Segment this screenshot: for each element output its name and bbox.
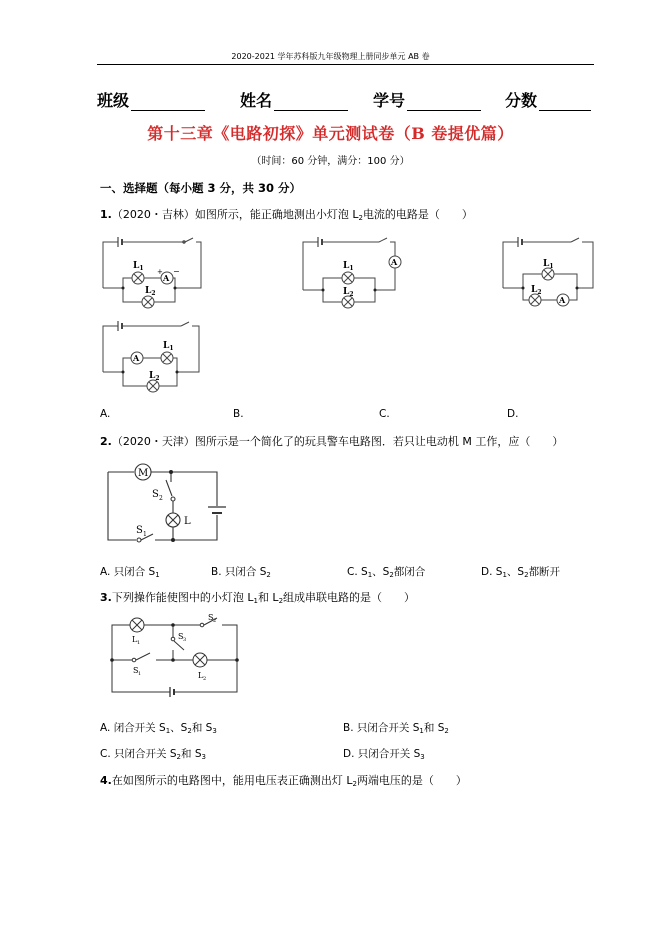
subscript: 2 <box>524 571 529 579</box>
option-text: 、S <box>506 566 525 578</box>
question-3-number: 3. <box>100 591 112 604</box>
q1-circuit-a <box>97 232 207 310</box>
subscript: 1 <box>143 531 147 538</box>
switch-3-label: S <box>178 632 184 641</box>
ammeter-label: A <box>133 353 140 363</box>
subscript: 2 <box>444 727 449 735</box>
option-text: 只闭合开关 S <box>356 722 420 734</box>
option-text: 只闭合开关 S <box>357 748 421 760</box>
info-number-label: 学号 <box>373 91 406 110</box>
info-class <box>97 88 205 111</box>
question-1-source: （2020・吉林） <box>111 208 195 221</box>
info-name-label: 姓名 <box>240 91 273 110</box>
page-header: 2020-2021 学年苏科版九年级物理上册同步单元 AB 卷 <box>231 52 430 61</box>
q1-circuit-c <box>497 232 607 310</box>
q1-option-b[interactable]: B. <box>233 408 244 420</box>
question-4-text: 两端电压的是（ ） <box>356 774 467 787</box>
question-2 <box>100 433 563 449</box>
question-1-text-end: 电流的电路是（ ） <box>362 208 473 221</box>
minus-label: − <box>173 267 180 276</box>
subscript: 1 <box>549 263 554 270</box>
ammeter-label: A <box>559 295 566 305</box>
question-4-number: 4. <box>100 774 112 787</box>
question-3-text: 组成串联电路的是（ ） <box>283 591 416 604</box>
subscript: 1 <box>165 727 171 735</box>
option-text: 和 S <box>181 748 202 760</box>
option-text: 都闭合 <box>393 566 426 578</box>
lamp-label: L <box>184 516 191 527</box>
option-text: 闭合开关 S <box>113 722 166 734</box>
subscript: 2 <box>352 780 357 788</box>
option-text: 只闭合开关 S <box>114 748 177 760</box>
switch-1-label: S <box>136 525 143 536</box>
q3-circuit <box>100 612 245 707</box>
switch-2-label: S <box>208 613 214 622</box>
info-name-blank[interactable] <box>274 94 348 111</box>
subscript: 2 <box>187 727 192 735</box>
subscript: 2 <box>278 597 284 605</box>
subscript: 3 <box>212 727 217 735</box>
subscript: 1 <box>367 571 373 579</box>
lamp-1-label: $L_1$ <box>343 261 354 272</box>
motor-label: M <box>138 468 149 479</box>
subscript: 3 <box>183 637 187 643</box>
section-heading: 一、选择题（每小题 3 分，共 30 分） <box>100 181 302 195</box>
question-4 <box>100 772 467 788</box>
subscript: 1 <box>139 265 144 272</box>
info-number <box>373 88 481 111</box>
question-1 <box>100 206 473 222</box>
plus-label: + <box>157 268 163 276</box>
switch-2-label: S <box>152 489 159 500</box>
q2-circuit <box>100 458 240 548</box>
lamp-1-label: L <box>132 635 138 644</box>
info-name <box>240 88 348 111</box>
option-text: 和 S <box>423 722 445 734</box>
subscript: 1 <box>349 265 354 272</box>
question-4-text: 在如图所示的电路图中，能用电压表正确测出灯 L <box>111 774 353 787</box>
option-key: C. <box>347 566 358 578</box>
subscript: 1 <box>253 597 258 605</box>
q2-option-c[interactable] <box>347 564 425 579</box>
info-score <box>505 88 591 111</box>
lamp-2-label: $L_2$ <box>343 287 354 298</box>
option-key: D. <box>481 566 493 578</box>
q2-option-d[interactable] <box>481 564 560 579</box>
option-text: 只闭合 S <box>113 566 156 578</box>
subscript: 1 <box>138 671 142 677</box>
info-score-blank[interactable] <box>539 94 591 111</box>
subscript: 2 <box>213 618 217 624</box>
option-key: B. <box>211 566 222 578</box>
q2-option-b[interactable] <box>211 564 271 579</box>
q1-option-a[interactable]: A. <box>100 408 111 420</box>
option-text: 、S <box>170 722 188 734</box>
option-key: A. <box>100 722 111 734</box>
q1-option-d[interactable]: D. <box>507 408 519 420</box>
question-2-number: 2. <box>100 435 112 448</box>
subscript: 2 <box>155 375 160 382</box>
q3-option-d[interactable] <box>343 746 425 761</box>
q3-option-b[interactable] <box>343 720 449 735</box>
subscript: 2 <box>176 753 181 761</box>
lamp-2-label: L <box>198 671 204 680</box>
option-text: 和 S <box>191 722 213 734</box>
lamp-1-label: $L_1$ <box>163 341 174 352</box>
exam-title: 第十三章《电路初探》单元测试卷（B 卷提优篇） <box>147 124 514 143</box>
subscript: 1 <box>137 640 141 646</box>
question-2-source: （2020・天津） <box>111 435 195 448</box>
subscript: 2 <box>203 676 207 682</box>
q1-option-c[interactable]: C. <box>379 408 390 420</box>
option-text: 、S <box>372 566 390 578</box>
subscript: 2 <box>159 495 163 502</box>
switch-1-label: S <box>133 666 139 675</box>
subscript: 2 <box>358 214 363 222</box>
question-2-text: 图所示是一个简化了的玩具警车电路图．若只让电动机 M 工作，应（ ） <box>194 435 564 448</box>
subscript: 2 <box>537 289 542 296</box>
lamp-1-label: $L_1$ <box>133 261 144 272</box>
question-1-number: 1. <box>100 208 112 221</box>
option-text: 都断开 <box>528 566 561 578</box>
lamp-2-label: $L_2$ <box>145 286 156 297</box>
subscript: 2 <box>389 571 394 579</box>
q2-option-a[interactable] <box>100 564 160 579</box>
subscript: 3 <box>201 753 206 761</box>
ammeter-label: A <box>163 273 170 283</box>
info-class-label: 班级 <box>97 91 130 110</box>
q3-option-a[interactable] <box>100 720 217 735</box>
subscript: 1 <box>502 571 507 579</box>
exam-subtitle: （时间：60 分钟，满分：100 分） <box>251 156 410 167</box>
subscript: 1 <box>155 571 160 579</box>
option-text: S <box>361 566 368 578</box>
option-key: A. <box>100 566 111 578</box>
option-text: S <box>495 566 503 578</box>
question-3-text: 和 L <box>257 591 279 604</box>
option-key: C. <box>100 748 111 760</box>
lamp-1-label: $L_1$ <box>543 259 554 270</box>
subscript: 1 <box>169 345 174 352</box>
lamp-2-label: $L_2$ <box>531 285 542 296</box>
question-3 <box>100 589 415 605</box>
subscript: 2 <box>151 290 156 297</box>
q1-circuit-d <box>97 316 207 394</box>
question-1-text: 如图所示，能正确地测出小灯泡 L <box>194 208 359 221</box>
lamp-2-label: $L_2$ <box>149 371 160 382</box>
info-class-blank[interactable] <box>131 94 205 111</box>
subscript: 2 <box>266 571 271 579</box>
subscript: 2 <box>349 291 354 298</box>
ammeter-label: A <box>391 257 398 267</box>
subscript: 1 <box>419 727 424 735</box>
question-3-text: 下列操作能使图中的小灯泡 L <box>111 591 254 604</box>
option-text: 只闭合 S <box>224 566 267 578</box>
q1-circuit-b <box>297 232 407 310</box>
info-number-blank[interactable] <box>407 94 481 111</box>
info-score-label: 分数 <box>505 91 538 110</box>
student-info-row <box>97 88 597 110</box>
q3-option-c[interactable] <box>100 746 206 761</box>
header-divider <box>97 64 594 65</box>
option-key: D. <box>343 748 355 760</box>
subscript: 3 <box>420 753 425 761</box>
option-key: B. <box>343 722 354 734</box>
